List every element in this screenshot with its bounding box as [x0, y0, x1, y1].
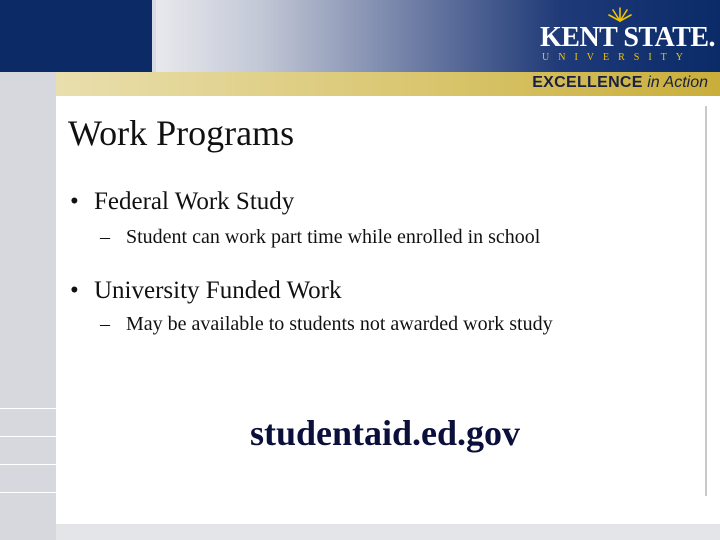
- left-decor-strip: [0, 72, 56, 540]
- slide-title: Work Programs: [68, 113, 295, 153]
- bullet-text: Federal Work Study: [94, 188, 295, 215]
- tagline-bar: [56, 72, 720, 96]
- sub-bullet-item: [100, 313, 553, 336]
- logo-subline: UNIVERSITY: [542, 52, 692, 63]
- sub-bullet-marker: –: [100, 313, 110, 335]
- bullet-item: [70, 277, 342, 305]
- bullet-marker: •: [70, 188, 79, 215]
- bottom-decor-strip: [56, 524, 720, 540]
- header-banner: [0, 0, 720, 72]
- strip-divider: [0, 492, 56, 493]
- bullet-text: University Funded Work: [94, 277, 342, 304]
- sub-bullet-text: May be available to students not awarded work study: [126, 313, 553, 335]
- logo-wordmark: KENT STATE.: [540, 22, 716, 53]
- banner-divider: [152, 0, 156, 72]
- sunburst-icon: [608, 6, 632, 22]
- sub-bullet-text: Student can work part time while enrolled in school: [126, 226, 541, 248]
- bullet-marker: •: [70, 277, 79, 304]
- tagline-bold: EXCELLENCE: [532, 74, 643, 91]
- kent-state-logo: [538, 6, 716, 66]
- sub-bullet-item: [100, 226, 540, 249]
- website-url: studentaid.ed.gov: [249, 413, 521, 453]
- bullet-item: [70, 188, 294, 216]
- strip-divider: [0, 464, 56, 465]
- strip-divider: [0, 408, 56, 409]
- tagline-italic: in Action: [647, 74, 708, 91]
- tagline: [532, 74, 708, 92]
- sub-bullet-marker: –: [100, 226, 110, 248]
